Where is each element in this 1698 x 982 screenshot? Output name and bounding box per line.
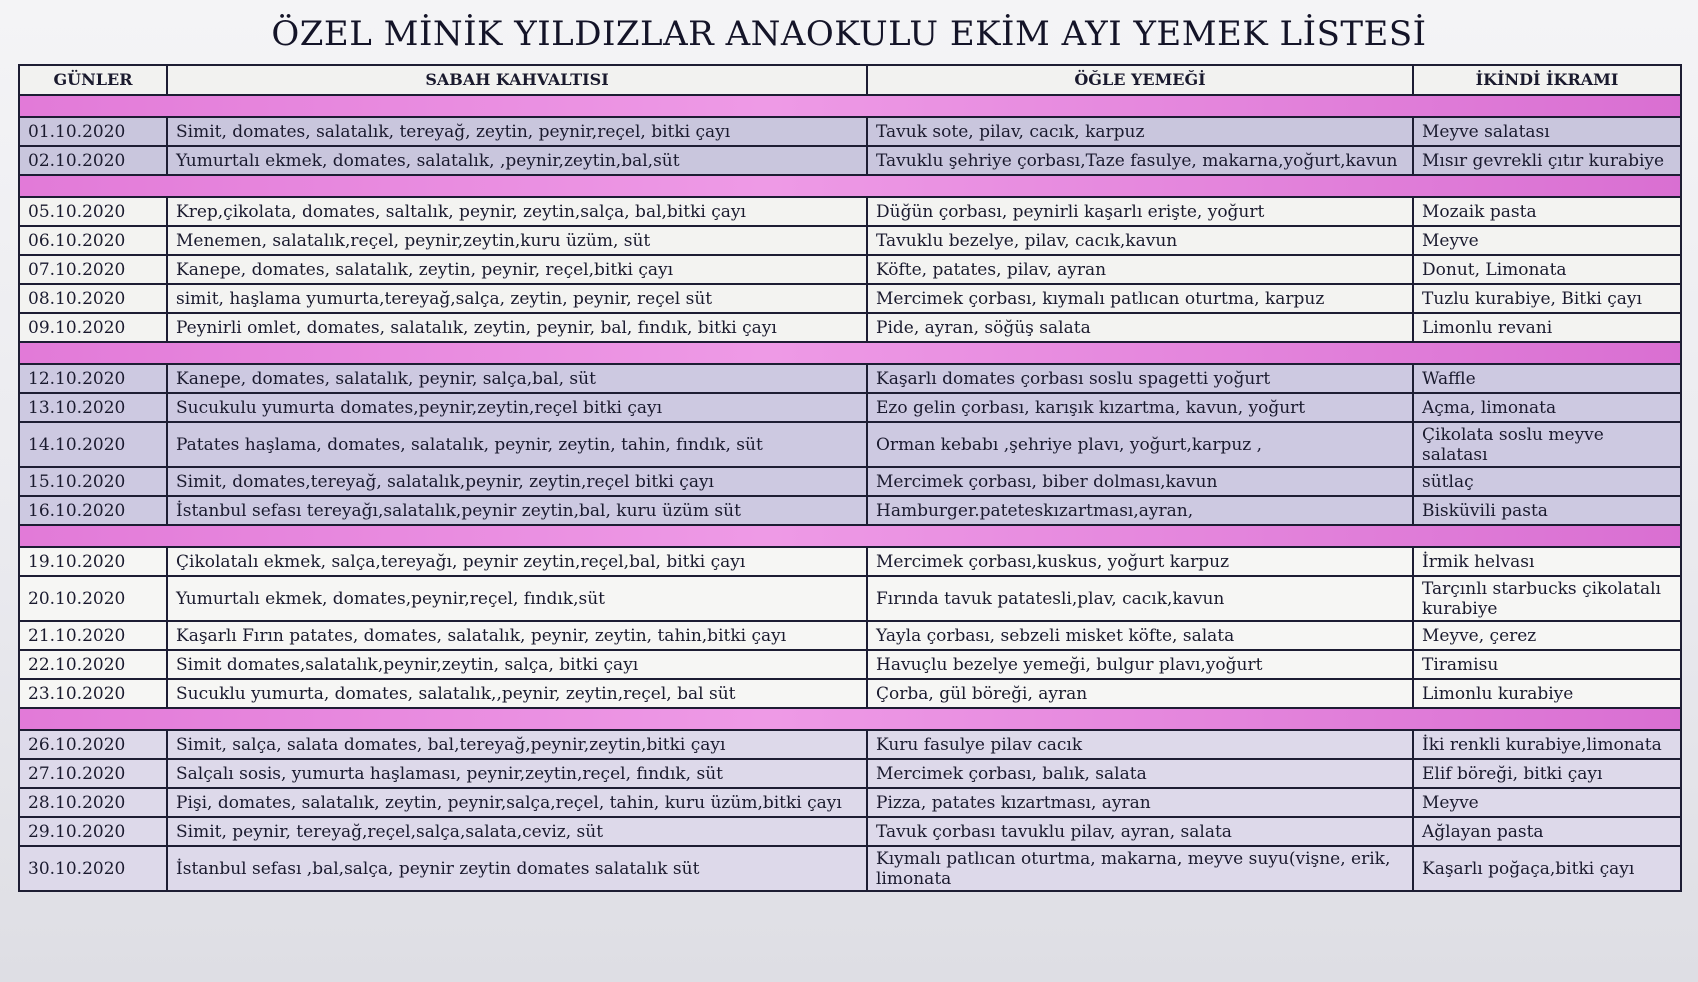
- lunch-cell: Kaşarlı domates çorbası soslu spagetti yoğurt: [867, 364, 1413, 393]
- menu-row: [19, 117, 1681, 146]
- week-separator: [19, 708, 1681, 730]
- snack-cell: Ağlayan pasta: [1413, 817, 1681, 846]
- lunch-cell: Ezo gelin çorbası, karışık kızartma, kavun, yoğurt: [867, 393, 1413, 422]
- breakfast-cell: Simit, domates, salatalık, tereyağ, zeytin, peynir,reçel, bitki çayı: [167, 117, 867, 146]
- header-breakfast: SABAH KAHVALTISI: [167, 65, 867, 95]
- breakfast-cell: Kanepe, domates, salatalık, zeytin, peynir, reçel,bitki çayı: [167, 255, 867, 284]
- date-cell: 09.10.2020: [19, 313, 167, 342]
- snack-cell: Limonlu revani: [1413, 313, 1681, 342]
- breakfast-cell: Krep,çikolata, domates, saltalık, peynir, zeytin,salça, bal,bitki çayı: [167, 197, 867, 226]
- lunch-cell: Orman kebabı ,şehriye plavı, yoğurt,karpuz ,: [867, 422, 1413, 467]
- breakfast-cell: simit, haşlama yumurta,tereyağ,salça, zeytin, peynir, reçel süt: [167, 284, 867, 313]
- date-cell: 01.10.2020: [19, 117, 167, 146]
- date-cell: 23.10.2020: [19, 679, 167, 708]
- lunch-cell: Yayla çorbası, sebzeli misket köfte, salata: [867, 621, 1413, 650]
- breakfast-cell: Yumurtalı ekmek, domates, salatalık, ,peynir,zeytin,bal,süt: [167, 146, 867, 175]
- lunch-cell: Kuru fasulye pilav cacık: [867, 730, 1413, 759]
- menu-row: [19, 313, 1681, 342]
- header-row: [19, 65, 1681, 95]
- date-cell: 08.10.2020: [19, 284, 167, 313]
- breakfast-cell: İstanbul sefası tereyağı,salatalık,peynir zeytin,bal, kuru üzüm süt: [167, 496, 867, 525]
- date-cell: 06.10.2020: [19, 226, 167, 255]
- menu-row: [19, 547, 1681, 576]
- snack-cell: Mozaik pasta: [1413, 197, 1681, 226]
- date-cell: 15.10.2020: [19, 467, 167, 496]
- menu-row: [19, 679, 1681, 708]
- lunch-cell: Pide, ayran, söğüş salata: [867, 313, 1413, 342]
- menu-row: [19, 817, 1681, 846]
- menu-row: [19, 197, 1681, 226]
- snack-cell: Meyve: [1413, 788, 1681, 817]
- snack-cell: Meyve: [1413, 226, 1681, 255]
- lunch-cell: Köfte, patates, pilav, ayran: [867, 255, 1413, 284]
- lunch-cell: Tavuklu bezelye, pilav, cacık,kavun: [867, 226, 1413, 255]
- date-cell: 20.10.2020: [19, 576, 167, 621]
- breakfast-cell: Sucukulu yumurta domates,peynir,zeytin,reçel bitki çayı: [167, 393, 867, 422]
- breakfast-cell: Menemen, salatalık,reçel, peynir,zeytin,kuru üzüm, süt: [167, 226, 867, 255]
- snack-cell: Tiramisu: [1413, 650, 1681, 679]
- snack-cell: Çikolata soslu meyve salatası: [1413, 422, 1681, 467]
- breakfast-cell: Peynirli omlet, domates, salatalık, zeytin, peynir, bal, fındık, bitki çayı: [167, 313, 867, 342]
- date-cell: 02.10.2020: [19, 146, 167, 175]
- snack-cell: Limonlu kurabiye: [1413, 679, 1681, 708]
- menu-row: [19, 393, 1681, 422]
- page-title: ÖZEL MİNİK YILDIZLAR ANAOKULU EKİM AYI YEMEK LİSTESİ: [271, 14, 1427, 54]
- breakfast-cell: İstanbul sefası ,bal,salça, peynir zeytin domates salatalık süt: [167, 846, 867, 891]
- snack-cell: Meyve salatası: [1413, 117, 1681, 146]
- snack-cell: Tuzlu kurabiye, Bitki çayı: [1413, 284, 1681, 313]
- lunch-cell: Hamburger.pateteskızartması,ayran,: [867, 496, 1413, 525]
- date-cell: 14.10.2020: [19, 422, 167, 467]
- week-separator-band: [19, 708, 1681, 730]
- week-separator-band: [19, 525, 1681, 547]
- header-days: GÜNLER: [19, 65, 167, 95]
- snack-cell: sütlaç: [1413, 467, 1681, 496]
- week-separator: [19, 342, 1681, 364]
- menu-row: [19, 422, 1681, 467]
- date-cell: 13.10.2020: [19, 393, 167, 422]
- snack-cell: İrmik helvası: [1413, 547, 1681, 576]
- snack-cell: Mısır gevrekli çıtır kurabiye: [1413, 146, 1681, 175]
- menu-row: [19, 576, 1681, 621]
- week-separator-band: [19, 95, 1681, 117]
- lunch-cell: Kıymalı patlıcan oturtma, makarna, meyve suyu(vişne, erik, limonata: [867, 846, 1413, 891]
- breakfast-cell: Simit, salça, salata domates, bal,tereyağ,peynir,zeytin,bitki çayı: [167, 730, 867, 759]
- lunch-cell: Tavuk sote, pilav, cacık, karpuz: [867, 117, 1413, 146]
- date-cell: 07.10.2020: [19, 255, 167, 284]
- date-cell: 28.10.2020: [19, 788, 167, 817]
- menu-row: [19, 255, 1681, 284]
- breakfast-cell: Sucuklu yumurta, domates, salatalık,,peynir, zeytin,reçel, bal süt: [167, 679, 867, 708]
- snack-cell: Meyve, çerez: [1413, 621, 1681, 650]
- snack-cell: İki renkli kurabiye,limonata: [1413, 730, 1681, 759]
- menu-row: [19, 788, 1681, 817]
- lunch-cell: Mercimek çorbası,kuskus, yoğurt karpuz: [867, 547, 1413, 576]
- date-cell: 29.10.2020: [19, 817, 167, 846]
- week-separator-band: [19, 342, 1681, 364]
- lunch-cell: Tavuklu şehriye çorbası,Taze fasulye, makarna,yoğurt,kavun: [867, 146, 1413, 175]
- breakfast-cell: Kanepe, domates, salatalık, peynir, salça,bal, süt: [167, 364, 867, 393]
- snack-cell: Elif böreği, bitki çayı: [1413, 759, 1681, 788]
- menu-row: [19, 621, 1681, 650]
- week-separator: [19, 525, 1681, 547]
- menu-row: [19, 226, 1681, 255]
- breakfast-cell: Yumurtalı ekmek, domates,peynir,reçel, fındık,süt: [167, 576, 867, 621]
- snack-cell: Waffle: [1413, 364, 1681, 393]
- lunch-cell: Mercimek çorbası, balık, salata: [867, 759, 1413, 788]
- lunch-cell: Çorba, gül böreği, ayran: [867, 679, 1413, 708]
- menu-row: [19, 650, 1681, 679]
- date-cell: 27.10.2020: [19, 759, 167, 788]
- breakfast-cell: Salçalı sosis, yumurta haşlaması, peynir,zeytin,reçel, fındık, süt: [167, 759, 867, 788]
- week-separator-band: [19, 175, 1681, 197]
- date-cell: 19.10.2020: [19, 547, 167, 576]
- week-separator: [19, 95, 1681, 117]
- week-separator: [19, 175, 1681, 197]
- menu-row: [19, 496, 1681, 525]
- breakfast-cell: Simit, peynir, tereyağ,reçel,salça,salata,ceviz, süt: [167, 817, 867, 846]
- menu-row: [19, 284, 1681, 313]
- date-cell: 16.10.2020: [19, 496, 167, 525]
- breakfast-cell: Kaşarlı Fırın patates, domates, salatalık, peynir, zeytin, tahin,bitki çayı: [167, 621, 867, 650]
- date-cell: 22.10.2020: [19, 650, 167, 679]
- lunch-cell: Mercimek çorbası, biber dolması,kavun: [867, 467, 1413, 496]
- date-cell: 12.10.2020: [19, 364, 167, 393]
- menu-row: [19, 146, 1681, 175]
- menu-body: [19, 95, 1681, 891]
- menu-row: [19, 467, 1681, 496]
- date-cell: 21.10.2020: [19, 621, 167, 650]
- lunch-cell: Düğün çorbası, peynirli kaşarlı erişte, yoğurt: [867, 197, 1413, 226]
- lunch-cell: Mercimek çorbası, kıymalı patlıcan oturtma, karpuz: [867, 284, 1413, 313]
- breakfast-cell: Çikolatalı ekmek, salça,tereyağı, peynir zeytin,reçel,bal, bitki çayı: [167, 547, 867, 576]
- snack-cell: Tarçınlı starbucks çikolatalı kurabiye: [1413, 576, 1681, 621]
- lunch-cell: Fırında tavuk patatesli,plav, cacık,kavun: [867, 576, 1413, 621]
- lunch-cell: Tavuk çorbası tavuklu pilav, ayran, salata: [867, 817, 1413, 846]
- breakfast-cell: Patates haşlama, domates, salatalık, peynir, zeytin, tahin, fındık, süt: [167, 422, 867, 467]
- header-lunch: ÖĞLE YEMEĞİ: [867, 65, 1413, 95]
- lunch-cell: Pizza, patates kızartması, ayran: [867, 788, 1413, 817]
- snack-cell: Bisküvili pasta: [1413, 496, 1681, 525]
- menu-row: [19, 759, 1681, 788]
- snack-cell: Kaşarlı poğaça,bitki çayı: [1413, 846, 1681, 891]
- snack-cell: Donut, Limonata: [1413, 255, 1681, 284]
- date-cell: 26.10.2020: [19, 730, 167, 759]
- menu-row: [19, 364, 1681, 393]
- menu-row: [19, 846, 1681, 891]
- breakfast-cell: Simit, domates,tereyağ, salatalık,peynir, zeytin,reçel bitki çayı: [167, 467, 867, 496]
- header-snack: İKİNDİ İKRAMI: [1413, 65, 1681, 95]
- date-cell: 05.10.2020: [19, 197, 167, 226]
- breakfast-cell: Simit domates,salatalık,peynir,zeytin, salça, bitki çayı: [167, 650, 867, 679]
- breakfast-cell: Pişi, domates, salatalık, zeytin, peynir,salça,reçel, tahin, kuru üzüm,bitki çayı: [167, 788, 867, 817]
- lunch-cell: Havuçlu bezelye yemeği, bulgur plavı,yoğurt: [867, 650, 1413, 679]
- snack-cell: Açma, limonata: [1413, 393, 1681, 422]
- menu-table: [18, 64, 1682, 892]
- date-cell: 30.10.2020: [19, 846, 167, 891]
- menu-row: [19, 730, 1681, 759]
